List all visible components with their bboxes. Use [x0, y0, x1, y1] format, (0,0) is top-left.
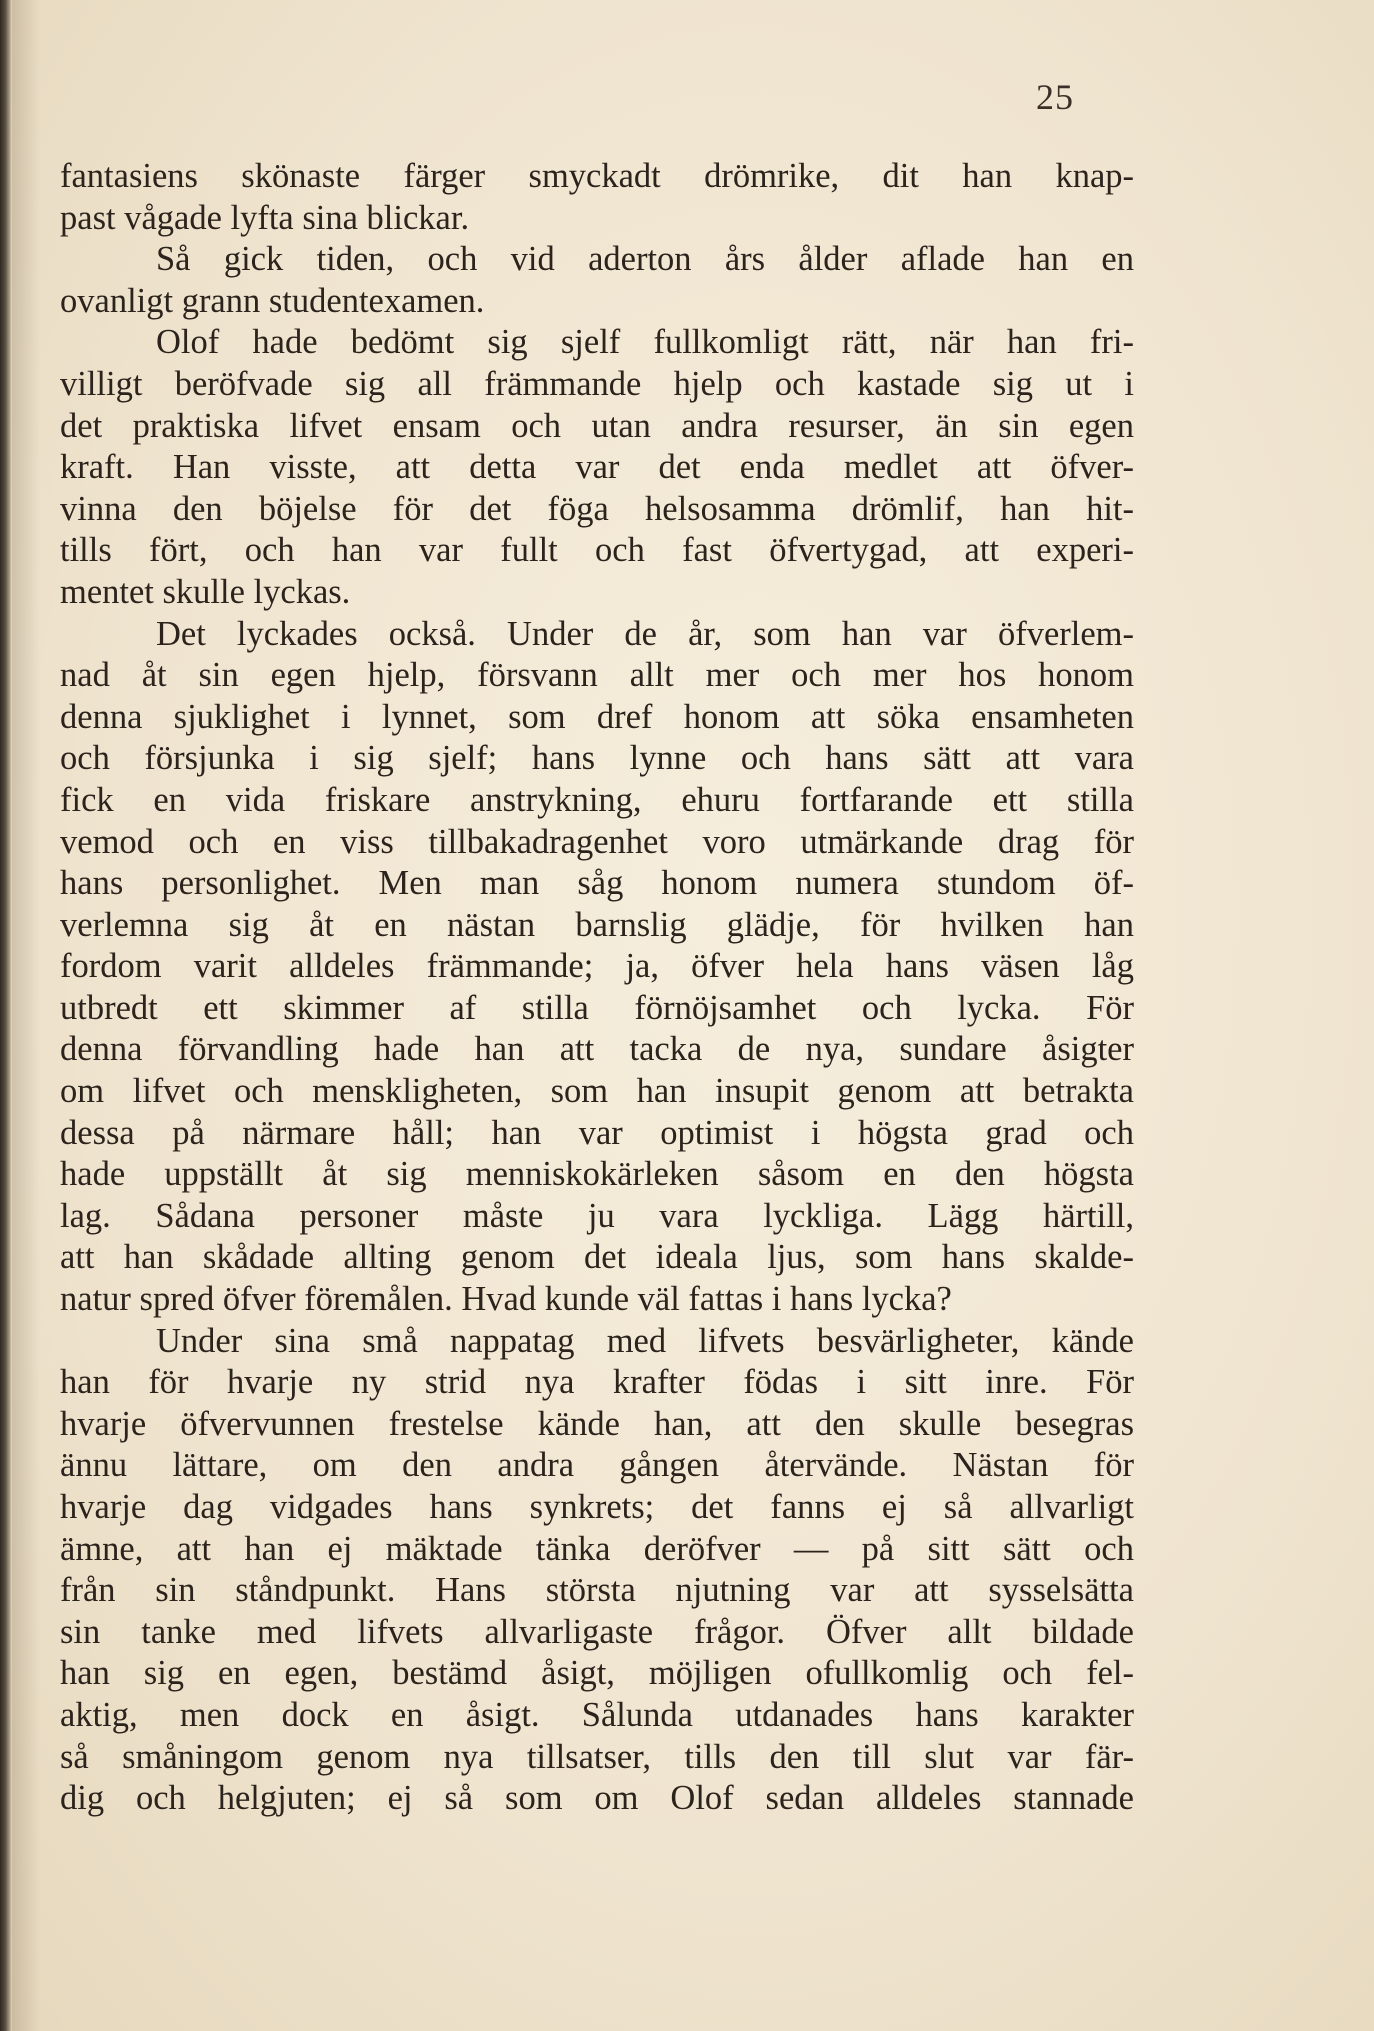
text-line: från sin ståndpunkt. Hans största njutning var att sysselsätta	[60, 1571, 1134, 1610]
text-line: aktig, men dock en åsigt. Sålunda utdanades hans karakter	[60, 1695, 1134, 1734]
text-line: och försjunka i sig sjelf; hans lynne och hans sätt att vara	[60, 739, 1134, 778]
text-line: fordom varit alldeles främmande; ja, öfver hela hans väsen låg	[60, 947, 1134, 986]
text-line: att han skådade allting genom det ideala ljus, som hans skalde-	[60, 1238, 1134, 1277]
binding-shadow	[12, 0, 40, 2031]
text-line: natur spred öfver föremålen. Hvad kunde väl fattas i hans lycka?	[60, 1280, 952, 1319]
text-line: så småningom genom nya tillsatser, tills den till slut var fär-	[60, 1737, 1134, 1776]
text-line: Under sina små nappatag med lifvets besvärligheter, kände	[156, 1321, 1134, 1360]
text-line: utbredt ett skimmer af stilla förnöjsamhet och lycka. För	[60, 988, 1134, 1027]
text-line: han sig en egen, bestämd åsigt, möjligen ofullkomlig och fel-	[60, 1654, 1134, 1693]
text-line: ämne, att han ej mäktade tänka deröfver — på sitt sätt och	[60, 1529, 1134, 1568]
text-line: villigt beröfvade sig all främmande hjelp och kastade sig ut i	[60, 364, 1134, 403]
page-number: 25	[1036, 77, 1074, 117]
text-line: Det lyckades också. Under de år, som han var öfverlem-	[156, 614, 1134, 653]
body-text	[60, 156, 1134, 1820]
text-line: ännu lättare, om den andra gången återvände. Nästan för	[60, 1446, 1134, 1485]
text-line: nad åt sin egen hjelp, försvann allt mer och mer hos honom	[60, 656, 1134, 695]
text-line: hvarje dag vidgades hans synkrets; det fanns ej så allvarligt	[60, 1488, 1134, 1526]
text-line: fantasiens skönaste färger smyckadt drömrike, dit han knap-	[60, 157, 1134, 195]
text-line: Olof hade bedömt sig sjelf fullkomligt rätt, när han fri-	[156, 323, 1134, 362]
text-line: lag. Sådana personer måste ju vara lyckliga. Lägg härtill,	[60, 1196, 1134, 1235]
text-line: sin tanke med lifvets allvarligaste frågor. Öfver allt bildade	[60, 1612, 1134, 1651]
text-line: vinna den böjelse för det föga helsosamma drömlif, han hit-	[60, 489, 1134, 528]
text-line: hvarje öfvervunnen frestelse kände han, att den skulle besegras	[60, 1404, 1134, 1443]
text-line: hade uppställt åt sig menniskokärleken såsom en den högsta	[60, 1155, 1134, 1194]
text-line: vemod och en viss tillbakadragenhet voro utmärkande drag för	[60, 822, 1134, 861]
text-line: mentet skulle lyckas.	[60, 572, 351, 611]
text-line: denna sjuklighet i lynnet, som dref honom att söka ensamheten	[60, 697, 1134, 736]
text-line: Så gick tiden, och vid aderton års ålder aflade han en	[156, 240, 1134, 279]
text-line: past vågade lyfta sina blickar.	[60, 198, 470, 237]
text-line: han för hvarje ny strid nya krafter födas i sitt inre. För	[60, 1363, 1134, 1402]
text-line: det praktiska lifvet ensam och utan andra resurser, än sin egen	[60, 406, 1134, 445]
text-line: tills fört, och han var fullt och fast öfvertygad, att experi-	[60, 531, 1134, 570]
text-line: fick en vida friskare anstrykning, ehuru fortfarande ett stilla	[60, 780, 1134, 819]
text-line: hans personlighet. Men man såg honom numera stundom öf-	[60, 864, 1134, 903]
text-line: ovanligt grann studentexamen.	[60, 281, 485, 320]
book-binding-edge	[0, 0, 12, 2031]
text-line: dig och helgjuten; ej så som om Olof sedan alldeles stannade	[60, 1779, 1134, 1818]
text-line: kraft. Han visste, att detta var det enda medlet att öfver-	[60, 448, 1134, 487]
text-line: denna förvandling hade han att tacka de nya, sundare åsigter	[60, 1030, 1134, 1069]
text-line: verlemna sig åt en nästan barnslig glädje, för hvilken han	[60, 905, 1134, 944]
text-line: om lifvet och menskligheten, som han insupit genom att betrakta	[60, 1072, 1134, 1111]
text-line: dessa på närmare håll; han var optimist i högsta grad och	[60, 1113, 1134, 1152]
